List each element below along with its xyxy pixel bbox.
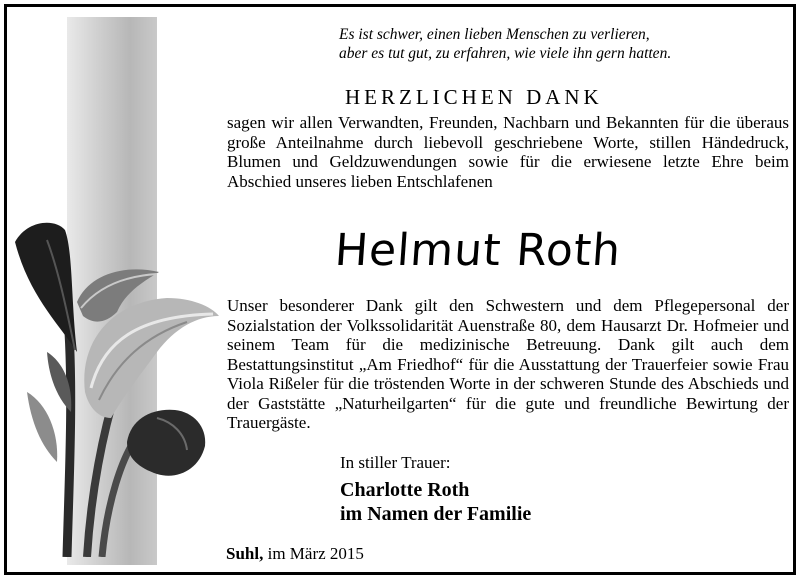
quote: [339, 25, 759, 63]
signatory-family: im Namen der Familie: [340, 503, 532, 525]
place: Suhl,: [226, 544, 264, 563]
quote-line: Es ist schwer, einen lieben Menschen zu verlieren,: [339, 26, 650, 43]
quote-line: aber es tut gut, zu erfahren, wie viele ihn gern hatten.: [339, 45, 672, 62]
heading: HERZLICHEN DANK: [345, 85, 603, 109]
calla-lily-icon: [7, 212, 222, 557]
obituary-card: [4, 4, 796, 575]
signatories: [340, 478, 531, 526]
deceased-name: Helmut Roth: [333, 225, 623, 276]
mourning-label: In stiller Trauer:: [340, 453, 451, 472]
signatory-name: Charlotte Roth: [340, 479, 470, 501]
place-date: [226, 544, 364, 564]
date: im März 2015: [267, 544, 364, 563]
intro-paragraph: sagen wir allen Verwandten, Freunden, Nachbarn und Bekannten für die überaus große Anteilnahme durch liebevoll geschriebene Worte, stillen Händedruck, Blumen und Geldzuwendungen sowie für die erwiesene letzte Ehre beim Abschied unseres lieben Entschlafenen: [227, 113, 789, 191]
thanks-paragraph: Unser besonderer Dank gilt den Schwestern und dem Pflegepersonal der Sozialstation der Volkssolidarität Auenstraße 80, dem Hausarzt Dr. Hofmeier und seinem Team für die medizinische Betreuung. Dank gilt auch dem Bestattungsinstitut „Am Friedhof“ für die Ausstattung der Trauerfeier sowie Frau Viola Rißeler für die tröstenden Worte in der schweren Stunde des Abschieds und der Gaststätte „Naturheilgarten“ für die gute und freundliche Bewirtung der Trauergäste.: [227, 296, 789, 432]
